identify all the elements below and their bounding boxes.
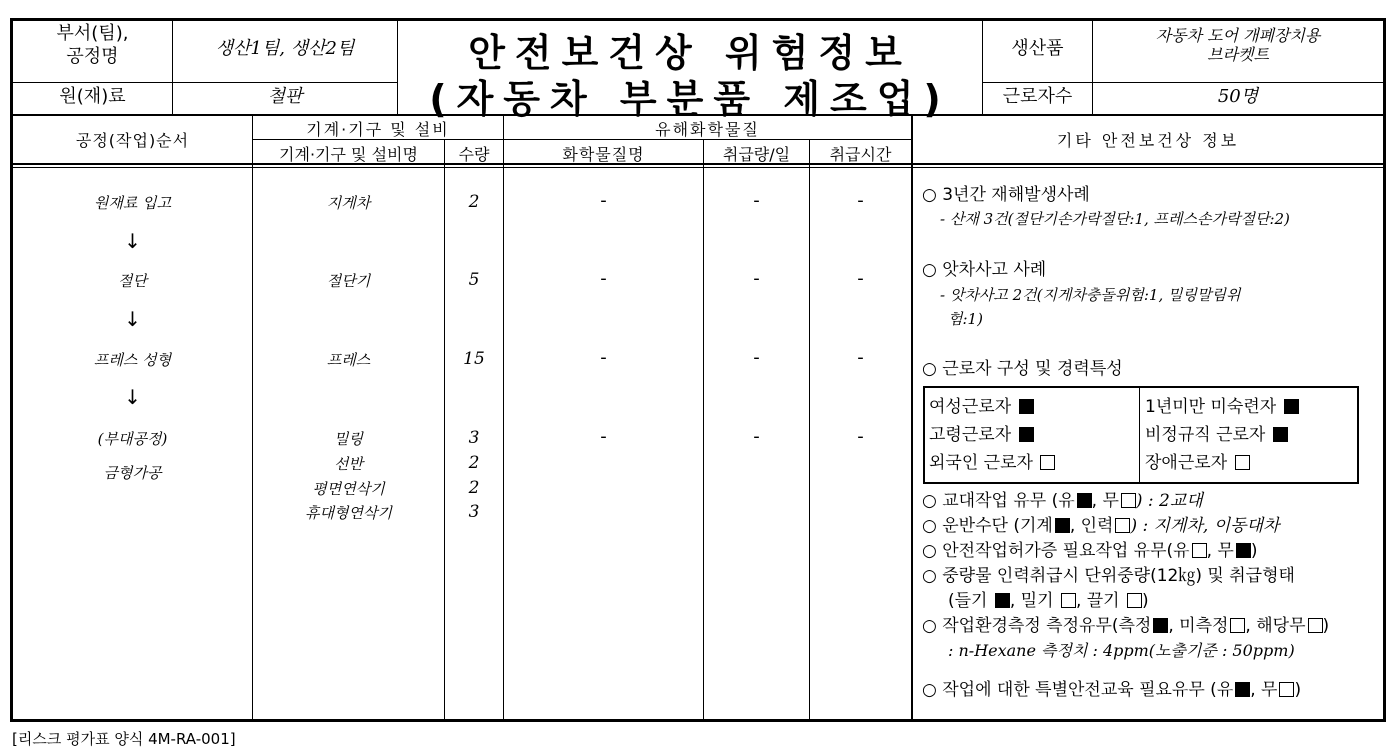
col-chemical-name: 화학물질명 (562, 145, 645, 164)
equipment-name: 절단기 (326, 272, 371, 290)
equipment-name: 프레스 (326, 351, 371, 369)
env-measure-row: ○ 작업환경측정 측정유무(측정 , 미측정 , 해당무 ) (922, 616, 1330, 636)
checkbox-checked (1236, 543, 1251, 558)
process-substep: 금형가공 (103, 464, 162, 482)
material-label: 원(재)료 (59, 86, 126, 107)
checkbox-checked (1153, 618, 1168, 633)
equipment-qty: 3 (468, 428, 480, 448)
equipment-qty: 15 (463, 349, 485, 369)
chemical-amount: - (753, 347, 760, 368)
checkbox-checked (1235, 682, 1250, 697)
checkbox-unchecked (1127, 593, 1142, 608)
equipment-name: 밀링 (334, 430, 363, 448)
checkbox-unchecked (1235, 455, 1250, 470)
product-label: 생산품 (1011, 38, 1064, 59)
arrow-down-icon: ↓ (124, 229, 141, 253)
checkbox-unchecked (1308, 618, 1323, 633)
checkbox-unchecked (1115, 518, 1130, 533)
process-step: 절단 (118, 272, 147, 290)
chemical-time: - (857, 190, 864, 211)
page-subtitle: (자동차 부분품 제조업) (429, 77, 951, 121)
workers-value: 50명 (1217, 86, 1259, 107)
work-permit-row: ○ 안전작업허가증 필요작업 유무(유 , 무 ) (922, 541, 1258, 561)
checkbox-unchecked (1279, 682, 1294, 697)
checkbox-unchecked (1121, 493, 1136, 508)
heavy-load-title: ○ 중량물 인력취급시 단위중량(12㎏) 및 취급형태 (922, 566, 1295, 586)
workers-label: 근로자수 (1002, 86, 1073, 107)
worker-type-disabled: 장애근로자 (1145, 453, 1250, 474)
col-process: 공정(작업)순서 (75, 131, 190, 150)
checkbox-checked (1077, 493, 1092, 508)
equipment-qty: 5 (468, 270, 480, 290)
chemical-name: - (600, 190, 607, 211)
worker-type-novice: 1년미만 미숙련자 (1145, 397, 1299, 418)
col-other-info: 기타 안전보건상 정보 (1056, 131, 1240, 150)
heavy-load-row: (들기 , 밀기 , 끌기 ) (948, 591, 1149, 611)
product-value: 자동차 도어 개폐장치용 브라켓트 (1155, 26, 1321, 65)
process-step: 원재료 입고 (93, 194, 172, 212)
checkbox-unchecked (1192, 543, 1207, 558)
equipment-qty: 2 (468, 192, 480, 212)
worker-type-elderly: 고령근로자 (929, 425, 1034, 446)
checkbox-unchecked (1230, 618, 1245, 633)
worker-type-female: 여성근로자 (929, 397, 1034, 418)
material-value: 철판 (267, 86, 303, 107)
process-step: 프레스 성형 (93, 351, 172, 369)
col-daily-amount: 취급량/일 (722, 145, 791, 164)
equipment-name: 휴대형연삭기 (305, 504, 392, 522)
chemical-amount: - (753, 268, 760, 289)
near-miss-detail-cont: 험:1) (948, 310, 983, 328)
col-equipment-name: 기계·기구 및 설비명 (279, 145, 418, 164)
equipment-name: 지게차 (326, 194, 371, 212)
form-code-footer: [리스크 평가표 양식 4M-RA-001] (12, 730, 236, 748)
col-chemical-group: 유해화학물질 (655, 120, 760, 139)
chemical-name: - (600, 347, 607, 368)
checkbox-checked (1019, 427, 1034, 442)
worker-composition-title: ○ 근로자 구성 및 경력특성 (922, 359, 1123, 379)
arrow-down-icon: ↓ (124, 307, 141, 331)
checkbox-unchecked (1040, 455, 1055, 470)
arrow-down-icon: ↓ (124, 385, 141, 409)
col-equipment-group: 기계·기구 및 설비 (306, 120, 450, 139)
chemical-time: - (857, 347, 864, 368)
page-title: 안전보건상 위험정보 (468, 31, 912, 75)
equipment-qty: 2 (468, 453, 480, 473)
chemical-time: - (857, 426, 864, 447)
chemical-amount: - (753, 190, 760, 211)
worker-composition-box (923, 386, 1359, 484)
checkbox-checked (1284, 399, 1299, 414)
dept-value: 생산1팀, 생산2팀 (215, 38, 355, 59)
equipment-qty: 2 (468, 478, 480, 498)
dept-label: 부서(팀), 공정명 (56, 23, 129, 68)
transport-row: ○ 운반수단 (기계 , 인력 ) : 지게차, 이동대차 (922, 516, 1280, 536)
env-measure-detail: : n-Hexane 측정치 : 4ppm(노출기준 : 50ppm) (948, 641, 1295, 660)
checkbox-checked (1055, 518, 1070, 533)
chemical-amount: - (753, 426, 760, 447)
shift-work-row: ○ 교대작업 유무 (유 , 무 ) : 2교대 (922, 491, 1203, 511)
chemical-name: - (600, 268, 607, 289)
checkbox-checked (1019, 399, 1034, 414)
equipment-name: 평면연삭기 (312, 480, 385, 498)
special-education-row: ○ 작업에 대한 특별안전교육 필요유무 (유 , 무 ) (922, 680, 1302, 700)
process-step: (부대공정) (97, 430, 168, 448)
checkbox-checked (995, 593, 1010, 608)
chemical-name: - (600, 426, 607, 447)
col-quantity: 수량 (458, 145, 490, 164)
col-handling-time: 취급시간 (829, 145, 892, 164)
worker-type-nonregular: 비정규직 근로자 (1145, 425, 1288, 446)
worker-type-foreign: 외국인 근로자 (929, 453, 1055, 474)
checkbox-checked (1273, 427, 1288, 442)
accident-history-detail: - 산재 3건(절단기손가락절단:1, 프레스손가락절단:2) (940, 210, 1290, 228)
equipment-name: 선반 (334, 455, 363, 473)
near-miss-detail: - 앗차사고 2건(지게차충돌위험:1, 밀링말림위 (940, 286, 1241, 304)
equipment-qty: 3 (468, 502, 480, 522)
near-miss-title: ○ 앗차사고 사례 (922, 260, 1047, 280)
checkbox-unchecked (1061, 593, 1076, 608)
accident-history-title: ○ 3년간 재해발생사례 (922, 185, 1090, 205)
chemical-time: - (857, 268, 864, 289)
